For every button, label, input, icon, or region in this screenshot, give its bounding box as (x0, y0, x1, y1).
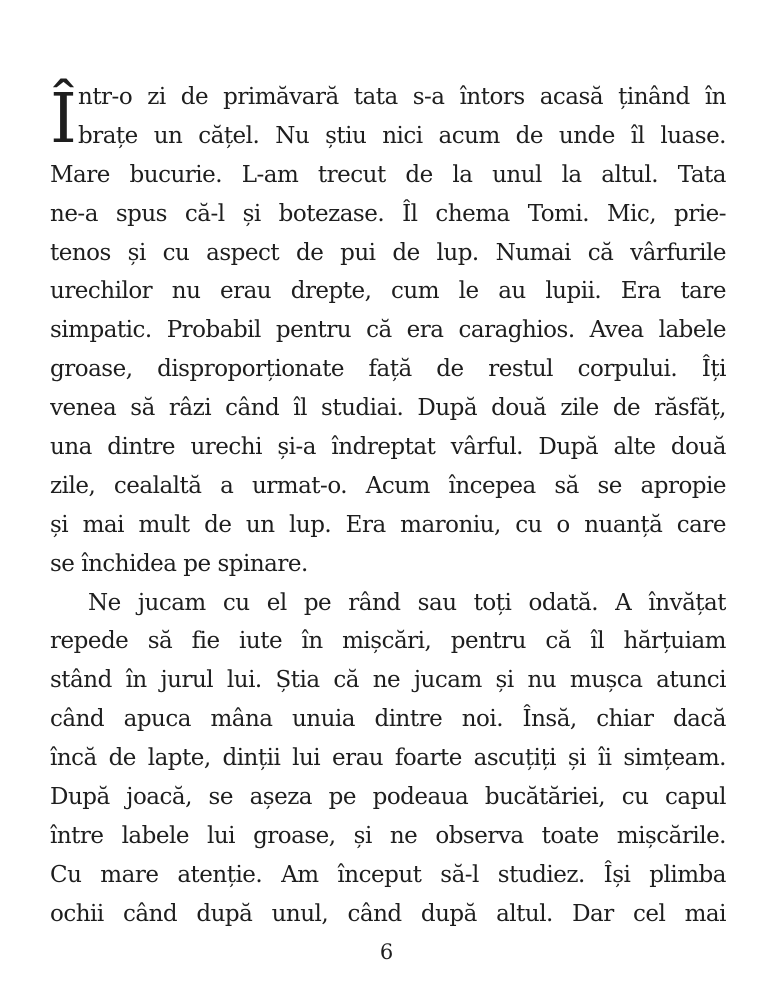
text-line: groase, disproporționate față de restul corpului. Îți (50, 356, 726, 383)
text-line: venea să râzi când îl studiai. După două zile de răsfăț, (50, 395, 726, 422)
text-line: ochii când după unul, când după altul. Dar cel mai (50, 900, 726, 927)
text-line: și mai mult de un lup. Era maroniu, cu o nuanță care (50, 511, 726, 538)
text-line: Ne jucam cu el pe rând sau toți odată. A învățat (88, 589, 726, 616)
text-line: repede să fie iute în mișcări, pentru că îl hărțuiam (50, 628, 726, 655)
text-line: când apuca mâna unuia dintre noi. Însă, chiar dacă (50, 706, 726, 733)
paragraph-2 (50, 584, 726, 934)
text-line: Cu mare atenție. Am început să-l studiez. Își plimba (50, 861, 726, 888)
text-line: simpatic. Probabil pentru că era caraghios. Avea labele (50, 317, 726, 344)
text-line: între labele lui groase, și ne observa toate mișcările. (50, 822, 726, 849)
drop-cap: Î (50, 80, 77, 159)
text-line: stând în jurul lui. Știa că ne jucam și nu mușca atunci (50, 667, 726, 694)
text-line: una dintre urechi și-a îndreptat vârful. După alte două (50, 434, 726, 461)
text-line: urechilor nu erau drepte, cum le au lupii. Era tare (50, 278, 726, 305)
page-number: 6 (379, 940, 394, 964)
paragraph-1 (50, 78, 726, 584)
body-text (50, 78, 726, 934)
text-line: se închidea pe spinare. (50, 550, 308, 577)
text-line: ntr-o zi de primăvară tata s-a întors acasă ținând în (78, 84, 726, 110)
text-line: Mare bucurie. L-am trecut de la unul la altul. Tata (50, 161, 726, 188)
text-line: tenos și cu aspect de pui de lup. Numai că vârfurile (50, 239, 726, 266)
text-line: încă de lapte, dinții lui erau foarte ascuțiți și îi simțeam. (50, 745, 726, 772)
text-line: zile, cealaltă a urmat-o. Acum începea să se apropie (50, 472, 726, 499)
text-line: ne-a spus că-l și botezase. Îl chema Tomi. Mic, prie- (50, 200, 726, 227)
text-line: După joacă, se așeza pe podeaua bucătăriei, cu capul (50, 784, 726, 811)
text-line: brațe un cățel. Nu știu nici acum de unde îl luase. (78, 122, 726, 149)
